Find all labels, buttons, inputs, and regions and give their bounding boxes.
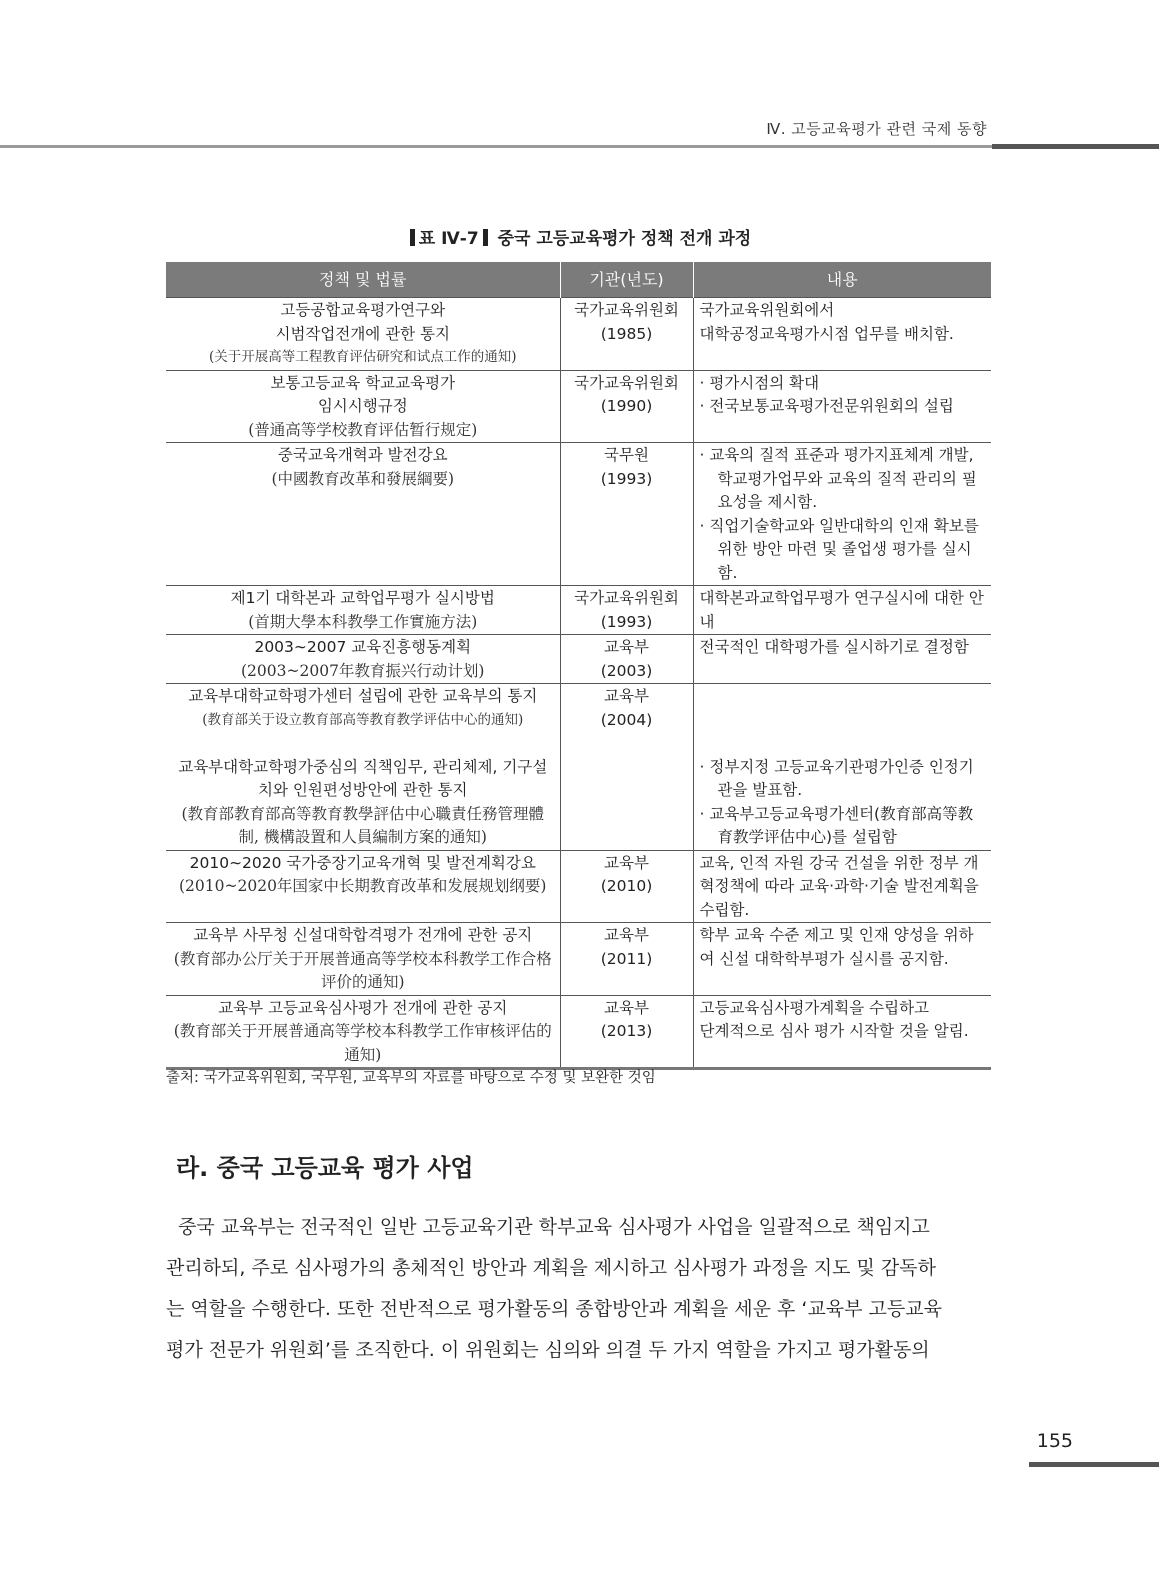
agency-name: 교육부: [604, 853, 649, 872]
agency-name: 국가교육위원회: [574, 373, 679, 392]
table-row: [166, 635, 991, 684]
policy-cell: [166, 684, 560, 851]
policy-chinese-title: (教育部关于开展普通高等学校本科教学工作审核评估的通知): [173, 1022, 552, 1064]
content-cell: [693, 850, 991, 923]
content-bullet: · 교육의 질적 표준과 평가지표체계 개발, 학교평가업무와 교육의 질적 관리의 필요성을 제시함.: [699, 446, 977, 511]
content-bullet: · 교육부고등교육평가센터(教育部高等教育教学评估中心)를 설립함: [699, 804, 974, 846]
agency-cell: [560, 995, 693, 1069]
policy-chinese-title: (2010~2020年国家中长期教育改革和发展规划纲要): [179, 877, 547, 895]
policy-cell: [166, 923, 560, 996]
content-line: 전국적인 대학평가를 실시하기로 결정함: [699, 638, 969, 656]
column-header-agency: 기관(년도): [560, 262, 693, 298]
content-cell: [693, 684, 991, 851]
paragraph-gap: [700, 732, 986, 756]
table-row: [166, 684, 991, 851]
content-cell: [693, 923, 991, 996]
policy-cell: [166, 370, 560, 443]
content-bullet: · 정부지정 고등교육기관평가인증 인정기관을 발표함.: [699, 757, 974, 799]
table-row: [166, 370, 991, 443]
content-bullet: · 직업기술학교와 일반대학의 인재 확보를 위한 방안 마련 및 졸업생 평가를 실시함.: [699, 516, 979, 582]
content-cell: [693, 298, 991, 371]
policy-cell: [166, 850, 560, 923]
policy-line: 중국교육개혁과 발전강요: [277, 446, 448, 464]
agency-name: 국가교육위원회: [574, 301, 679, 319]
caption-title: 중국 고등교육평가 정책 전개 과정: [497, 229, 752, 249]
caption-prefix: 표 Ⅳ-7: [418, 229, 479, 249]
content-line: 국가교육위원회에서: [699, 301, 835, 319]
agency-cell: [560, 298, 693, 371]
table-row: [166, 586, 991, 635]
footer-rule: [1029, 1462, 1159, 1467]
caption-bar-right: [483, 229, 488, 246]
agency-year: (1985): [600, 324, 653, 343]
agency-cell: [560, 635, 693, 684]
agency-name: 국무원: [604, 446, 649, 464]
agency-cell: [560, 370, 693, 443]
policy-chinese-title: (2003~2007年教育振兴行动计划): [241, 661, 485, 680]
content-cell: [693, 995, 991, 1069]
content-cell: [693, 586, 991, 635]
running-header: Ⅳ. 고등교육평가 관련 국제 동향: [766, 120, 987, 138]
policy-line: 교육부 고등교육심사평가 전개에 관한 공지: [218, 998, 508, 1017]
agency-cell: [560, 923, 693, 996]
content-cell: [693, 635, 991, 684]
table-row: [166, 923, 991, 996]
policy-cell: [166, 586, 560, 635]
policy-chinese-title: (中國教育改革和發展綱要): [271, 469, 455, 488]
policy-line: 교육부 사무청 신설대학합격평가 전개에 관한 공지: [193, 926, 533, 944]
paragraph-gap: [172, 732, 554, 756]
policy-chinese-title: (普通高等学校教育评估暂行规定): [248, 420, 478, 439]
policy-line: 고등공합교육평가연구와: [280, 301, 446, 319]
policy-line: 교육부대학교학평가중심의 직책임무, 관리체제, 기구설치와 인원편성방안에 관한 통지: [178, 757, 548, 799]
agency-year: (1993): [600, 469, 653, 488]
agency-cell: [560, 684, 693, 851]
content-line: 고등교육심사평가계획을 수립하고: [699, 998, 930, 1017]
table-row: [166, 995, 991, 1069]
agency-year: (2010): [600, 877, 653, 895]
policy-line: 제1기 대학본과 교학업무평가 실시방법: [230, 589, 495, 607]
paragraph-line: 중국 교육부는 전국적인 일반 고등교육기관 학부교육 심사평가 사업을 일괄적으로 책임지고: [166, 1216, 930, 1238]
paragraph-line: 평가 전문가 위원회’를 조직한다. 이 위원회는 심의와 의결 두 가지 역할을 가지고 평가활동의: [166, 1339, 930, 1361]
policy-line: 교육부대학교학평가센터 설립에 관한 교육부의 통지: [188, 687, 538, 705]
policy-chinese-title: (首期大學本科教學工作實施方法): [248, 612, 478, 631]
content-cell: [693, 443, 991, 586]
policy-chinese-title: (教育部关于设立教育部高等教育教学评估中心的通知): [202, 711, 524, 728]
policy-line: 2010∼2020 국가중장기교육개혁 및 발전계획강요: [189, 853, 536, 872]
policy-cell: [166, 635, 560, 684]
policy-cell: [166, 298, 560, 371]
policy-chinese-title: (关于开展高等工程教育评估研究和试点工作的通知): [208, 349, 517, 365]
paragraph-line: 관리하되, 주로 심사평가의 총체적인 방안과 계획을 제시하고 심사평가 과정을 지도 및 감독하: [166, 1257, 936, 1279]
policy-table: [166, 262, 991, 1070]
policy-chinese-title: (教育部办公厅关于开展普通高等学校本科教学工作合格评价的通知): [173, 949, 552, 991]
paragraph-line: 는 역할을 수행한다. 또한 전반적으로 평가활동의 종합방안과 계획을 세운 후 ‘교육부 고등교육: [166, 1298, 942, 1320]
table-row: [166, 850, 991, 923]
agency-name: 국가교육위원회: [574, 589, 679, 607]
policy-line: 임시시행규정: [317, 397, 408, 415]
content-line: 단계적으로 심사 평가 시작할 것을 알림.: [699, 1022, 969, 1040]
body-paragraph: [166, 1207, 992, 1371]
table-row: [166, 298, 991, 371]
table-row: [166, 443, 991, 586]
policy-cell: [166, 443, 560, 586]
agency-cell: [560, 586, 693, 635]
caption-bar-left: [410, 229, 415, 246]
agency-cell: [560, 443, 693, 586]
agency-cell: [560, 850, 693, 923]
header-rule: [0, 145, 992, 148]
policy-chinese-title: (教育部教育部高等教育教學評估中心職責任務管理體制, 機構設置和人員編制方案的通知): [181, 804, 545, 846]
agency-name: 교육부: [604, 687, 649, 705]
table-header-row: [166, 262, 991, 298]
policy-cell: [166, 995, 560, 1069]
agency-year: (2004): [600, 710, 653, 729]
agency-year: (1993): [600, 612, 653, 631]
content-line: 교육, 인적 자원 강국 건설을 위한 정부 개혁정책에 따라 교육·과학·기술 발전계획을 수립함.: [699, 853, 979, 919]
policy-line: 보통고등교육 학교교육평가: [270, 373, 456, 392]
content-bullet: · 평가시점의 확대: [699, 373, 820, 392]
section-heading: 라. 중국 고등교육 평가 사업: [176, 1154, 474, 1182]
content-cell: [693, 370, 991, 443]
content-line: 학부 교육 수준 제고 및 인재 양성을 위하여 신설 대학학부평가 실시를 공지함.: [699, 926, 974, 968]
paragraph-gap: [700, 685, 986, 709]
table-caption: [166, 224, 991, 249]
agency-name: 교육부: [604, 998, 649, 1017]
content-line: 대학본과교학업무평가 연구실시에 대한 안내: [699, 589, 984, 631]
content-line: 대학공정교육평가시점 업무를 배치함.: [699, 324, 954, 343]
agency-year: (2003): [600, 661, 653, 680]
policy-line: 시범작업전개에 관한 통지: [275, 324, 451, 343]
agency-year: (1990): [600, 397, 653, 415]
agency-year: (2013): [600, 1022, 653, 1040]
page-number: 155: [1036, 1430, 1073, 1452]
content-bullet: · 전국보통교육평가전문위원회의 설립: [699, 397, 954, 415]
column-header-policy: 정책 및 법률: [166, 262, 560, 298]
header-rule-accent: [992, 144, 1159, 149]
agency-name: 교육부: [604, 926, 649, 944]
agency-year: (2011): [600, 949, 653, 968]
table-source-note: 출처: 국가교육위원회, 국무원, 교육부의 자료를 바탕으로 수정 및 보완한 것임: [166, 1070, 656, 1086]
column-header-content: 내용: [693, 262, 991, 298]
paragraph-gap: [700, 709, 986, 733]
policy-line: 2003∼2007 교육진흥행동계획: [254, 638, 472, 656]
agency-name: 교육부: [604, 638, 649, 656]
